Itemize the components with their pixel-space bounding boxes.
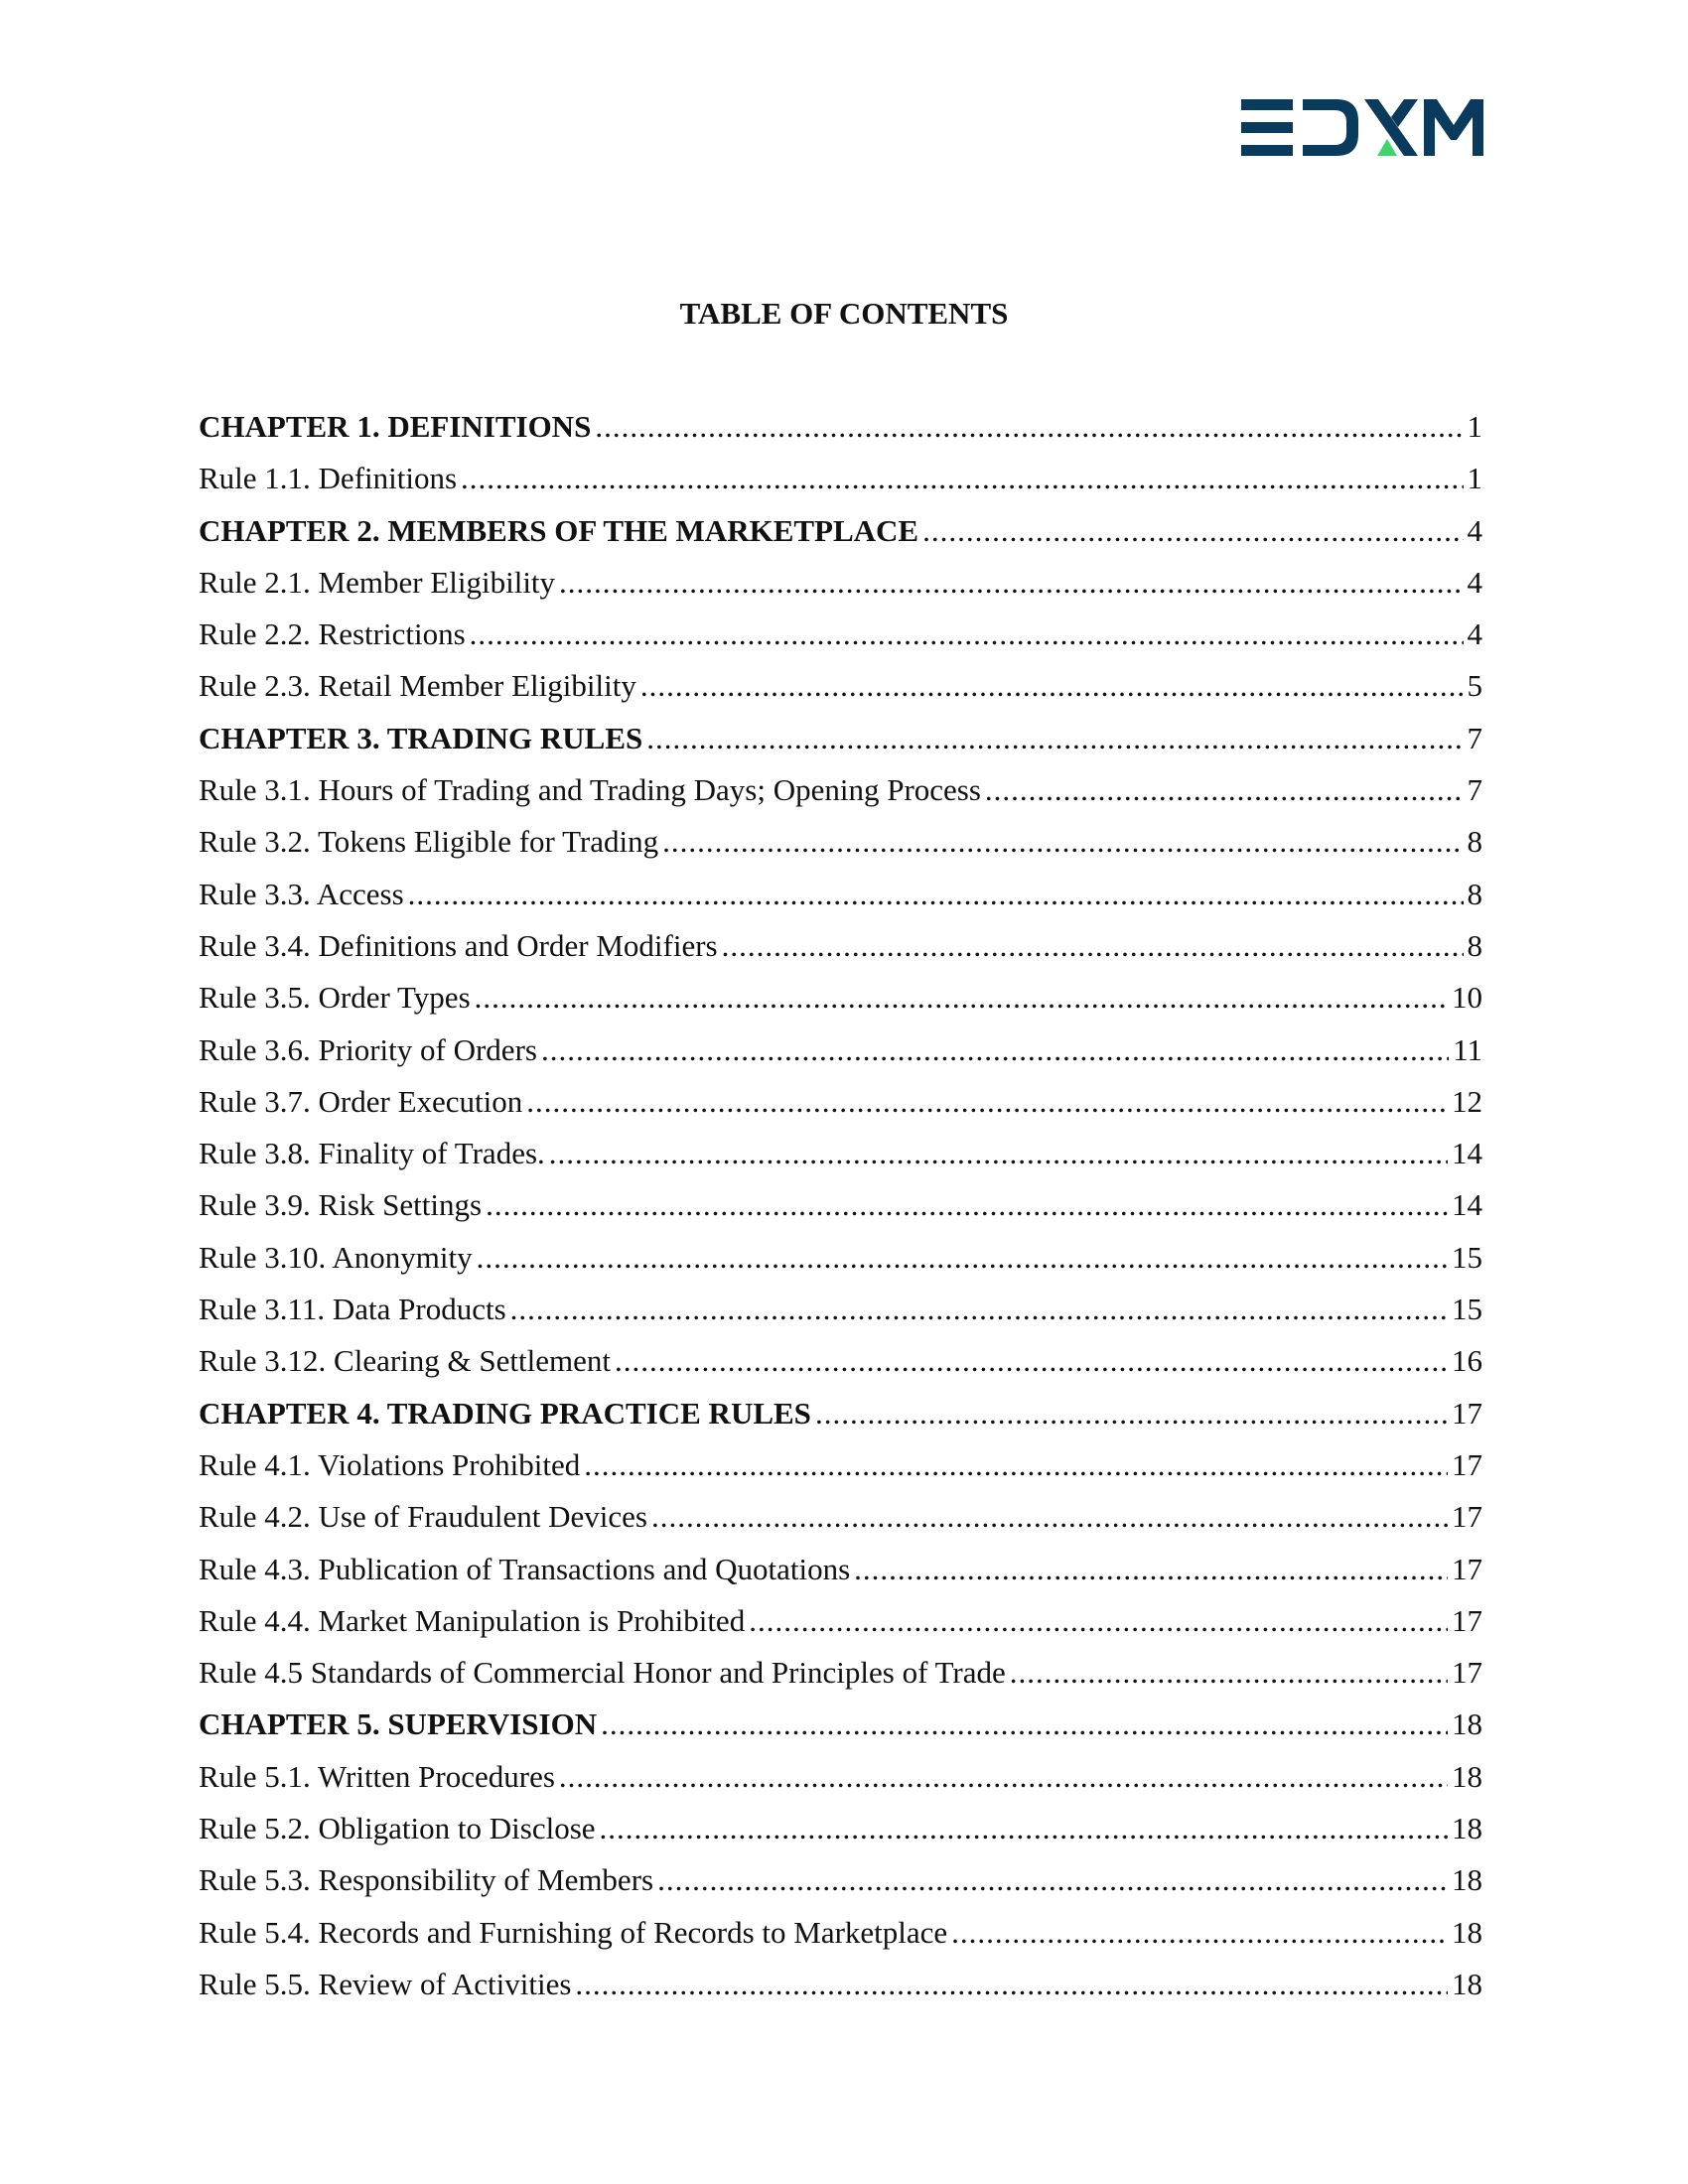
toc-entry-label: Rule 3.6. Priority of Orders	[199, 1031, 537, 1067]
toc-entry-label: Rule 5.3. Responsibility of Members	[199, 1862, 654, 1898]
toc-page-number: 4	[1467, 512, 1482, 548]
toc-rule-entry[interactable]	[199, 1341, 1482, 1393]
toc-rule-entry[interactable]	[199, 1082, 1482, 1134]
toc-entry-label: Rule 3.8. Finality of Trades.	[199, 1136, 545, 1171]
toc-rule-entry[interactable]	[199, 1965, 1482, 2016]
toc-rule-entry[interactable]	[199, 770, 1482, 822]
toc-rule-entry[interactable]	[199, 926, 1482, 978]
logo-e-bar-middle	[1241, 122, 1293, 133]
toc-rule-entry[interactable]	[199, 1290, 1482, 1341]
toc-dot-leader	[559, 1757, 1448, 1797]
toc-page-number: 18	[1452, 1966, 1482, 2001]
toc-entry-label: CHAPTER 1. DEFINITIONS	[199, 409, 592, 444]
toc-page-number: 11	[1453, 1031, 1482, 1067]
toc-rule-entry[interactable]	[199, 1757, 1482, 1809]
toc-dot-leader	[408, 875, 1464, 914]
toc-chapter-entry[interactable]	[199, 719, 1482, 770]
toc-entry-label: Rule 4.3. Publication of Transactions and Quotations	[199, 1551, 851, 1586]
toc-chapter-entry[interactable]	[199, 511, 1482, 563]
toc-entry-label: Rule 2.3. Retail Member Eligibility	[199, 668, 636, 704]
toc-page-number: 10	[1452, 980, 1482, 1016]
toc-dot-leader	[470, 614, 1464, 654]
toc-rule-entry[interactable]	[199, 1653, 1482, 1705]
toc-entry-label: Rule 4.2. Use of Fraudulent Devices	[199, 1499, 647, 1535]
toc-dot-leader	[559, 563, 1463, 603]
toc-page-number: 7	[1467, 772, 1482, 808]
edxm-logo	[1241, 95, 1485, 161]
toc-list	[199, 407, 1482, 2016]
toc-dot-leader	[662, 822, 1463, 862]
toc-page-number: 14	[1452, 1187, 1482, 1223]
toc-dot-leader	[951, 1913, 1448, 1953]
toc-entry-label: Rule 4.4. Market Manipulation is Prohibited	[199, 1602, 746, 1638]
toc-dot-leader	[510, 1290, 1448, 1329]
toc-page-number: 1	[1467, 409, 1482, 444]
toc-rule-entry[interactable]	[199, 1550, 1482, 1601]
toc-entry-label: Rule 4.1. Violations Prohibited	[199, 1446, 581, 1482]
toc-page-number: 18	[1452, 1758, 1482, 1794]
toc-rule-entry[interactable]	[199, 822, 1482, 874]
toc-chapter-entry[interactable]	[199, 1394, 1482, 1445]
toc-rule-entry[interactable]	[199, 1601, 1482, 1653]
toc-entry-label: Rule 5.5. Review of Activities	[199, 1966, 572, 2001]
toc-page-number: 15	[1452, 1239, 1482, 1275]
toc-dot-leader	[526, 1082, 1448, 1122]
toc-rule-entry[interactable]	[199, 1445, 1482, 1497]
toc-entry-label: CHAPTER 4. TRADING PRACTICE RULES	[199, 1395, 811, 1431]
toc-dot-leader	[486, 1185, 1448, 1225]
logo-text	[1485, 95, 1486, 96]
logo-d-shape	[1303, 99, 1358, 156]
toc-page-number: 17	[1452, 1551, 1482, 1586]
edxm-logo-mark	[1241, 95, 1485, 161]
toc-page-number: 4	[1467, 564, 1482, 600]
toc-entry-label: Rule 5.4. Records and Furnishing of Records to Marketplace	[199, 1914, 948, 1950]
toc-dot-leader	[575, 1965, 1448, 2004]
toc-dot-leader	[601, 1705, 1448, 1744]
toc-page-number: 18	[1452, 1862, 1482, 1898]
toc-page-number: 8	[1467, 876, 1482, 911]
toc-rule-entry[interactable]	[199, 1497, 1482, 1549]
toc-dot-leader	[541, 1030, 1449, 1070]
toc-dot-leader	[461, 459, 1463, 498]
toc-dot-leader	[646, 719, 1463, 758]
logo-x-stroke-b	[1391, 99, 1418, 127]
toc-page-number: 12	[1452, 1083, 1482, 1119]
toc-dot-leader	[657, 1860, 1448, 1900]
toc-page-number: 17	[1452, 1446, 1482, 1482]
toc-dot-leader	[640, 666, 1464, 706]
toc-dot-leader	[615, 1341, 1448, 1381]
toc-dot-leader	[600, 1809, 1448, 1848]
toc-entry-label: CHAPTER 5. SUPERVISION	[199, 1706, 598, 1742]
toc-chapter-entry[interactable]	[199, 407, 1482, 459]
toc-entry-label: CHAPTER 2. MEMBERS OF THE MARKETPLACE	[199, 512, 919, 548]
toc-dot-leader	[477, 1238, 1448, 1278]
toc-entry-label: Rule 1.1. Definitions	[199, 461, 458, 496]
logo-m-shape	[1424, 99, 1483, 156]
toc-page-number: 7	[1467, 720, 1482, 755]
toc-rule-entry[interactable]	[199, 1238, 1482, 1290]
toc-entry-label: Rule 3.4. Definitions and Order Modifiers	[199, 927, 718, 963]
toc-page-number: 18	[1452, 1914, 1482, 1950]
toc-entry-label: Rule 3.12. Clearing & Settlement	[199, 1343, 611, 1379]
toc-dot-leader	[651, 1497, 1448, 1537]
toc-rule-entry[interactable]	[199, 1134, 1482, 1185]
toc-title: TABLE OF CONTENTS	[679, 296, 1009, 331]
toc-entry-label: Rule 3.9. Risk Settings	[199, 1187, 483, 1223]
toc-rule-entry[interactable]	[199, 666, 1482, 718]
toc-page-number: 18	[1452, 1706, 1482, 1742]
toc-entry-label: CHAPTER 3. TRADING RULES	[199, 720, 643, 755]
toc-rule-entry[interactable]	[199, 875, 1482, 926]
toc-page-number: 17	[1452, 1499, 1482, 1535]
toc-entry-label: Rule 3.1. Hours of Trading and Trading Days; Opening Process	[199, 772, 981, 808]
toc-entry-label: Rule 3.7. Order Execution	[199, 1083, 523, 1119]
toc-page-number: 17	[1452, 1655, 1482, 1691]
toc-page-number: 8	[1467, 824, 1482, 860]
toc-dot-leader	[985, 770, 1464, 810]
toc-entry-label: Rule 5.2. Obligation to Disclose	[199, 1811, 596, 1846]
toc-dot-leader	[722, 926, 1464, 966]
toc-page-number: 8	[1467, 927, 1482, 963]
toc-entry-label: Rule 4.5 Standards of Commercial Honor and Principles of Trade	[199, 1655, 1006, 1691]
toc-rule-entry[interactable]	[199, 978, 1482, 1029]
toc-page-number: 4	[1467, 616, 1482, 652]
toc-dot-leader	[475, 978, 1448, 1018]
toc-rule-entry[interactable]	[199, 1185, 1482, 1237]
toc-dot-leader	[922, 511, 1463, 551]
toc-entry-label: Rule 3.2. Tokens Eligible for Trading	[199, 824, 659, 860]
toc-page-number: 1	[1467, 461, 1482, 496]
toc-dot-leader	[854, 1550, 1448, 1589]
toc-page-number: 5	[1467, 668, 1482, 704]
toc-rule-entry[interactable]	[199, 1809, 1482, 1860]
toc-entry-label: Rule 3.5. Order Types	[199, 980, 471, 1016]
toc-page-number: 16	[1452, 1343, 1482, 1379]
toc-rule-entry[interactable]	[199, 1030, 1482, 1082]
toc-entry-label: Rule 2.1. Member Eligibility	[199, 564, 556, 600]
toc-rule-entry[interactable]	[199, 459, 1482, 510]
toc-rule-entry[interactable]	[199, 614, 1482, 666]
toc-page-number: 18	[1452, 1811, 1482, 1846]
toc-entry-label: Rule 2.2. Restrictions	[199, 616, 466, 652]
toc-page-number: 17	[1452, 1395, 1482, 1431]
toc-dot-leader	[549, 1134, 1448, 1173]
toc-entry-label: Rule 5.1. Written Procedures	[199, 1758, 555, 1794]
toc-rule-entry[interactable]	[199, 563, 1482, 614]
toc-rule-entry[interactable]	[199, 1913, 1482, 1965]
toc-entry-label: Rule 3.10. Anonymity	[199, 1239, 473, 1275]
toc-entry-label: Rule 3.11. Data Products	[199, 1292, 506, 1327]
toc-page-number: 14	[1452, 1136, 1482, 1171]
toc-dot-leader	[815, 1394, 1448, 1433]
toc-dot-leader	[584, 1445, 1448, 1485]
toc-rule-entry[interactable]	[199, 1860, 1482, 1912]
logo-e-bar-top	[1241, 99, 1293, 110]
logo-e-bar-bottom	[1241, 145, 1293, 156]
toc-page-number: 15	[1452, 1292, 1482, 1327]
toc-dot-leader	[1010, 1653, 1448, 1693]
toc-dot-leader	[595, 407, 1463, 447]
toc-dot-leader	[749, 1601, 1448, 1641]
toc-entry-label: Rule 3.3. Access	[199, 876, 404, 911]
toc-chapter-entry[interactable]	[199, 1705, 1482, 1756]
toc-page-number: 17	[1452, 1602, 1482, 1638]
